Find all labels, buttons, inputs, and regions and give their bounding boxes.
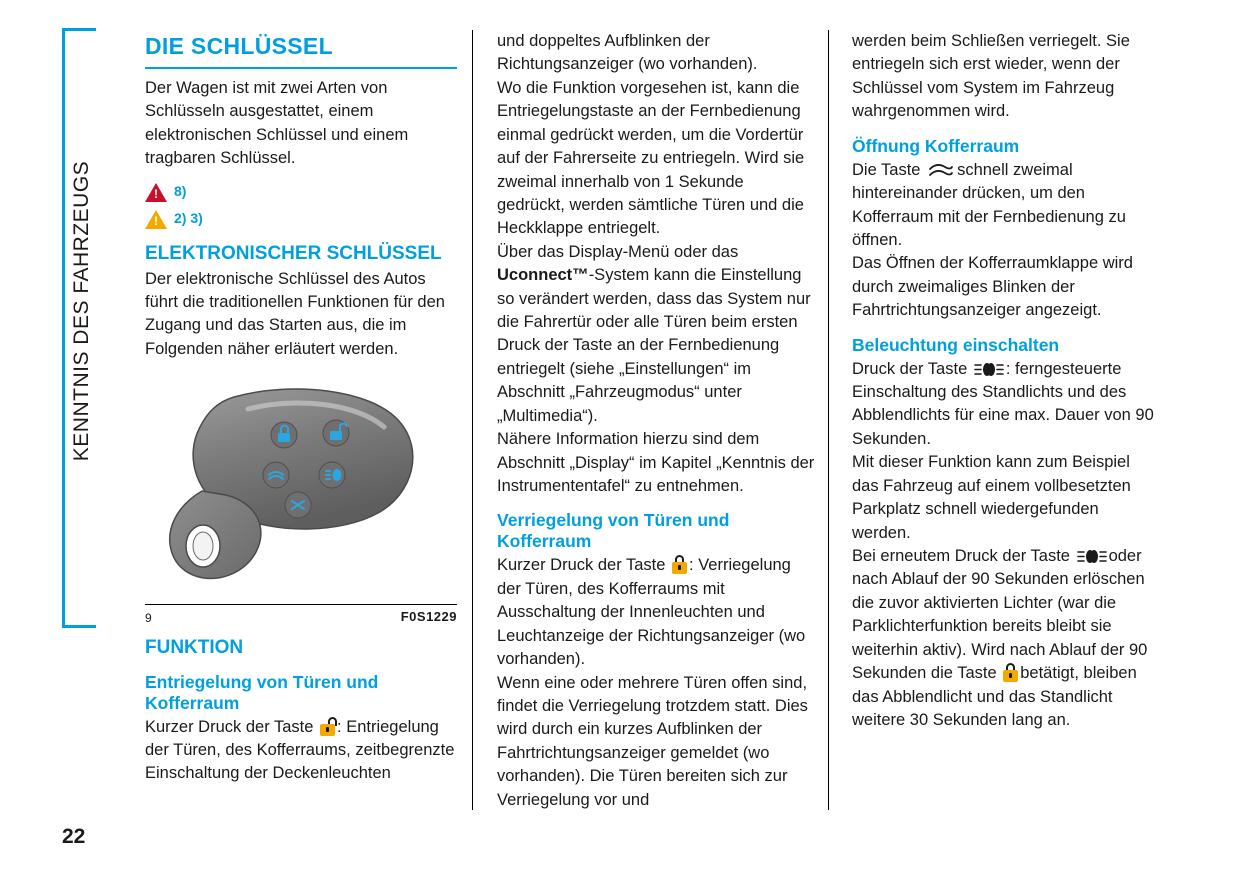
chapter-side-tab: [62, 28, 96, 628]
col2-paragraph-3: [497, 241, 815, 428]
key-fob-illustration: [156, 383, 446, 598]
trunk-paragraph: [852, 159, 1157, 253]
col3-paragraph-4: [852, 545, 1157, 732]
column-divider-1: [472, 30, 473, 810]
lock-button-icon-2: [1003, 663, 1018, 682]
unlock-button-icon: [320, 717, 335, 736]
chapter-side-tab-label: KENNTNIS DES FAHRZEUGS: [70, 160, 93, 462]
lock-text-pre: Kurzer Druck der Taste: [497, 556, 666, 575]
trunk-button-icon: [928, 162, 954, 176]
heading-electronic-key: ELEKTRONISCHER SCHLÜSSEL: [145, 243, 442, 265]
col3-paragraph-2: Das Öffnen der Kofferraumklappe wird durch zweimaliges Blinken der Fahrtrichtungsanzeiger angezeigt.: [852, 254, 1133, 320]
heading-lights-on: Beleuchtung einschalten: [852, 334, 1060, 355]
light-paragraph: [852, 358, 1157, 452]
electronic-key-paragraph: Der elektronische Schlüssel des Autos führt die traditionellen Funktionen für den Zugang und das Starten aus, die im Folgenden näher erläutert werden.: [145, 269, 445, 358]
warning-row-yellow: [145, 209, 457, 229]
heading-unlock-doors: Entriegelung von Türen und Kofferraum: [145, 671, 379, 713]
title-underline: [145, 67, 457, 69]
warning-triangle-red-icon: !: [145, 183, 167, 202]
col2-paragraph-2: Wo die Funktion vorgesehen ist, kann die Entriegelungstaste an der Fernbedienung einmal gedrückt werden, um die Vordertür auf der Fahrerseite zu entriegeln. Wird sie zweimal innerhalb von 1 Sekunde gedrückt, werden sämtliche Türen und die Heckklappe entriegelt.: [497, 78, 805, 238]
column-divider-2: [828, 30, 829, 810]
trunk-glyph-icon: [928, 164, 954, 178]
headlamp-glyph-icon: [974, 362, 1004, 377]
figure-number: 9: [145, 610, 152, 625]
column-left: [145, 30, 457, 786]
column-right: [852, 30, 1157, 732]
figure-key-fob: [145, 383, 457, 623]
trunk-text-post: schnell zweimal hintereinander drücken, um den Kofferraum mit der Fernbedienung zu öffnen.: [852, 160, 1126, 249]
trunk-text-pre: Die Taste: [852, 160, 921, 179]
unlock-text-pre: Kurzer Druck der Taste: [145, 717, 314, 736]
heading-trunk-opening: Öffnung Kofferraum: [852, 135, 1020, 156]
headlamp-glyph-icon-2: [1077, 549, 1107, 564]
heading-function: FUNKTION: [145, 637, 244, 659]
warning-ref-yellow: 2) 3): [174, 210, 203, 227]
col2-paragraph-4: Nähere Information hierzu sind dem Abschnitt „Display“ im Kapitel „Kenntnis der Instrumententafel“ zu entnehmen.: [497, 430, 815, 496]
col3-p4-post: betätigt, bleiben das Abblendlicht und das Standlicht weitere 30 Sekunden lang an.: [852, 664, 1137, 729]
column-middle: [497, 30, 815, 812]
warning-triangle-yellow-icon: !: [145, 210, 167, 229]
heading-lock-doors: Verriegelung von Türen und Kofferraum: [497, 510, 730, 552]
page-number: 22: [62, 825, 86, 848]
lock-text-post: : Verriegelung der Türen, des Kofferraums mit Ausschaltung der Innenleuchten und Leuchtanzeige der Richtungsanzeiger (wo vorhanden).: [497, 556, 806, 669]
light-text-post: : ferngesteuerte Einschaltung des Standlichts und des Abblendlichts für eine max. Dauer von 90 Sekunden.: [852, 359, 1154, 448]
col2-p3-pre: Über das Display-Menü oder das: [497, 242, 739, 261]
lock-paragraph: [497, 554, 815, 671]
col3-p4-pre: Bei erneutem Druck der Taste: [852, 547, 1070, 566]
col2-paragraph-5: Wenn eine oder mehrere Türen offen sind, findet die Verriegelung trotzdem statt. Dies wird durch ein kurzes Aufblinken der Fahrtrichtungsanzeiger gemeldet (wo vorhanden). Die Türen bereiten sich zur Verriegelung vor und: [497, 673, 808, 809]
col2-p3-post: -System kann die Einstellung so verändert werden, dass das System nur die Fahrertür oder alle Türen beim ersten Druck der Taste an der Fernbedienung entriegelt (siehe „Einstellungen“ im Abschnitt „Fahrzeugmodus“ unter „Multimedia“).: [497, 266, 811, 425]
headlamp-button-icon-2: [1077, 548, 1107, 563]
col2-paragraph-1: und doppeltes Aufblinken der Richtungsanzeiger (wo vorhanden).: [497, 32, 758, 74]
page-title: DIE SCHLÜSSEL: [145, 33, 333, 59]
unlock-text-post: : Entriegelung der Türen, des Kofferraums, zeitbegrenzte Einschaltung der Deckenleuchten: [145, 717, 455, 783]
col3-paragraph-1: werden beim Schließen verriegelt. Sie entriegeln sich erst wieder, wenn der Schlüssel vom System im Fahrzeug wahrgenommen wird.: [852, 32, 1130, 121]
col3-p4-mid: oder nach Ablauf der 90 Sekunden erlöschen die zuvor aktivierten Lichter (war die Parklichterfunktion bereits bleibt sie weiterhin aktiv). Wird nach Ablauf der 90 Sekunden die Taste: [852, 547, 1148, 683]
unlock-paragraph: [145, 716, 457, 786]
intro-paragraph: Der Wagen ist mit zwei Arten von Schlüsseln ausgestattet, einem elektronischen Schlüssel und einem tragbaren Schlüssel.: [145, 78, 409, 167]
figure-code: F0S1229: [400, 609, 457, 625]
figure-caption: [145, 604, 457, 626]
lock-button-icon: [672, 555, 687, 574]
light-text-pre: Druck der Taste: [852, 359, 968, 378]
uconnect-brand: Uconnect™: [497, 266, 589, 285]
col3-paragraph-3: Mit dieser Funktion kann zum Beispiel das Fahrzeug auf einem vollbesetzten Parkplatz schnell wiedergefunden werden.: [852, 453, 1131, 542]
warning-row-red: [145, 182, 457, 202]
warning-ref-red: 8): [174, 183, 187, 200]
headlamp-button-icon: [974, 361, 1004, 376]
